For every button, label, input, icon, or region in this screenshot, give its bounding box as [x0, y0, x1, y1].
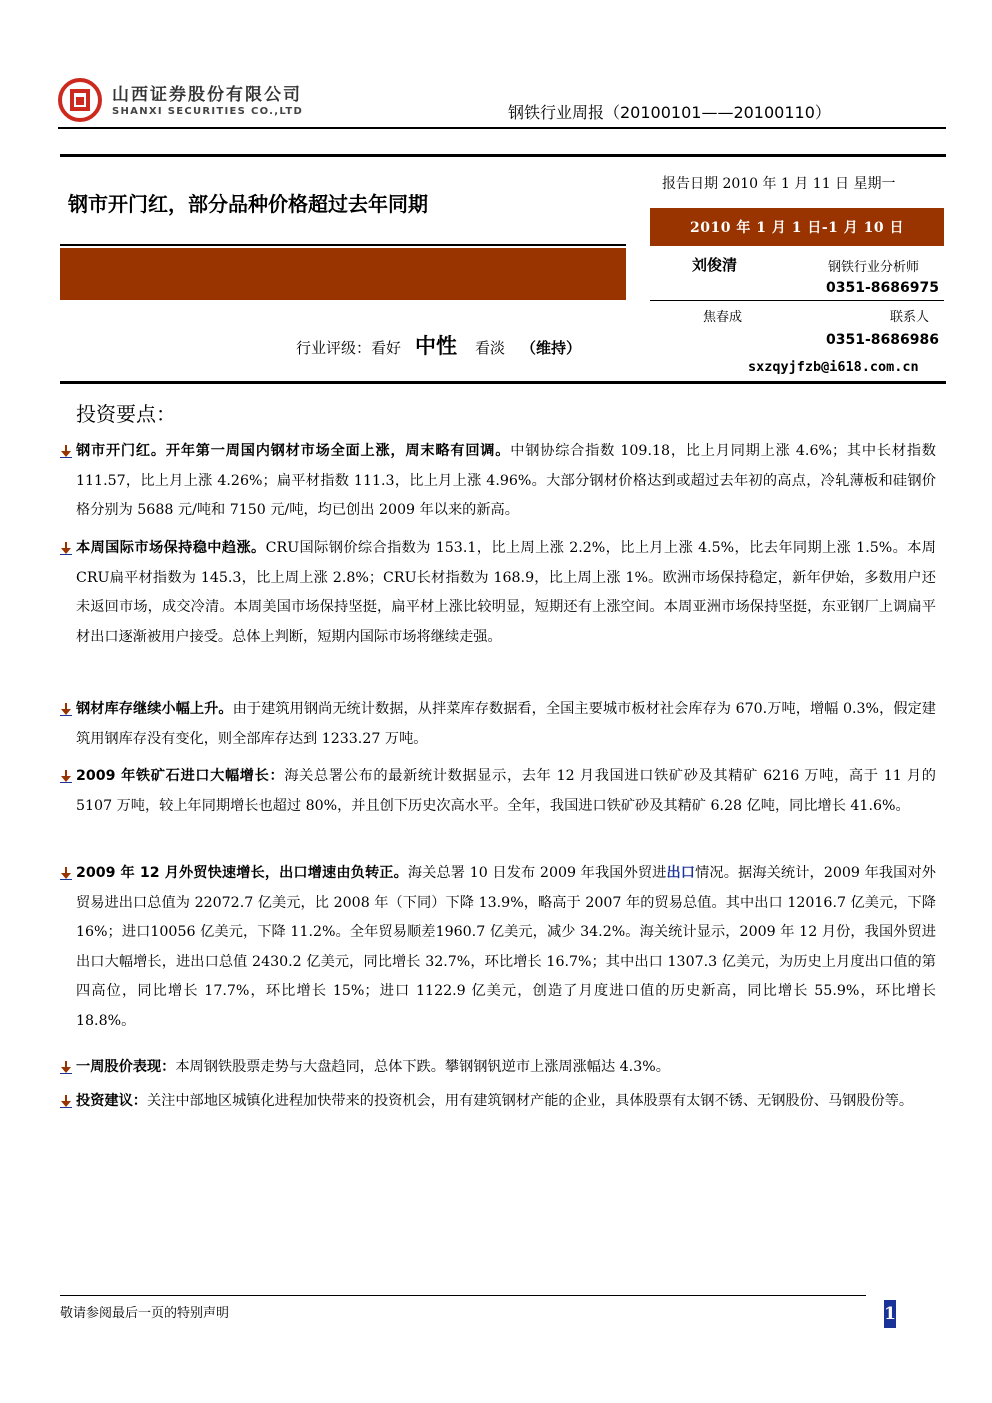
- analyst-phone: 0351-8686975: [826, 280, 939, 296]
- arrow-bullet-icon: [60, 445, 72, 458]
- key-point-lead: 钢材库存继续小幅上升。: [76, 701, 233, 717]
- contact-phone: 0351-8686986: [826, 332, 939, 348]
- report-date: 报告日期 2010 年 1 月 11 日 星期一: [662, 176, 896, 192]
- key-point-lead: 一周股价表现：: [76, 1059, 176, 1075]
- key-point-body: 关注中部地区城镇化进程加快带来的投资机会，用有建筑钢材产能的企业，具体股票有太钢不锈、无钢股份、马钢股份等。: [146, 1093, 914, 1109]
- footer-disclaimer-note: 敬请参阅最后一页的特别声明: [60, 1306, 230, 1321]
- section-divider: [60, 381, 946, 384]
- key-point-body: CRU国际钢价综合指数为 153.1，比上周上涨 2.2%，比上月上涨 4.5%，比去年同期上涨 1.5%。本周CRU扁平材指数为 145.3，比上周上涨 2.8%；CRU长材指数为 168.9，比上周上涨 1%。欧洲市场保持稳定，新年伊始，多数用户还未返回市场，成交冷清。本周美国市场保持坚挺，扁平材上涨比较明显，短期还有上涨空间。本周亚洲市场保持坚挺，东亚钢厂上调扁平材出口逐渐被用户接受。总体上判断，短期内国际市场将继续走强。: [76, 540, 936, 645]
- contact-name: 焦春成: [703, 310, 743, 325]
- export-link[interactable]: 出口: [666, 865, 696, 881]
- key-point: [76, 437, 936, 526]
- key-point-body: 本周钢铁股票走势与大盘趋同，总体下跌。攀钢钢钒逆市上涨周涨幅达 4.3%。: [175, 1059, 670, 1075]
- arrow-bullet-icon: [60, 770, 72, 783]
- key-point-lead: 2009 年铁矿石进口大幅增长：: [76, 768, 285, 784]
- industry-rating: [296, 330, 581, 360]
- key-point-body: 海关总署 10 日发布 2009 年我国外贸进: [407, 865, 667, 881]
- contact-role: 联系人: [890, 310, 930, 325]
- key-point-body: 情况。据海关统计，2009 年我国对外贸易进出口总值为 22072.7 亿美元，比 2008 年（下同）下降 13.9%，略高于 2007 年的贸易总值。其中出口 12016.7 亿美元，下降 16%；进口10056 亿美元，下降 11.2%。全年贸易顺差1960.7 亿美元，减少 34.2%。海关统计显示，2009 年 12 月份，我国外贸进出口大幅增长，进出口总值 2430.2 亿美元，同比增长 32.7%，环比增长 16.7%；其中出口 1307.3 亿美元，为历史上月度出口值的第四高位，同比增长 17.7%，环比增长 15%；进口 1122.9 亿美元，创造了月度进口值的历史新高，同比增长 55.9%，环比增长 18.8%。: [76, 865, 936, 1029]
- rating-label: 行业评级：看好: [296, 339, 402, 357]
- title-bottom-rule: [60, 244, 626, 246]
- key-point: [76, 1053, 936, 1083]
- rating-status: （维持）: [521, 339, 582, 357]
- header-divider: [58, 127, 946, 129]
- page-number: 1: [884, 1300, 896, 1328]
- analyst-divider: [650, 300, 944, 301]
- company-name-en: SHANXI SECURITIES CO.,LTD: [112, 106, 304, 117]
- title-top-rule: [60, 154, 946, 157]
- contact-email[interactable]: sxzqyjfzb@i618.com.cn: [748, 359, 919, 375]
- key-point-body: 海关总署公布的最新统计数据显示，去年 12 月我国进口铁矿砂及其精矿 6216 万吨，高于 11 月的 5107 万吨，较上年同期增长也超过 80%，并且创下历史次高水平。全年，我国进口铁矿砂及其精矿 6.28 亿吨，同比增长 41.6%。: [76, 768, 936, 814]
- company-logo: [58, 78, 102, 122]
- section-title: 投资要点：: [76, 402, 176, 426]
- rating-option-bearish: 看淡: [475, 339, 506, 357]
- key-point-lead: 本周国际市场保持稳中趋涨。: [76, 540, 266, 556]
- report-type: 钢铁行业周报（20100101——20100110）: [508, 103, 831, 122]
- summary-band: [60, 248, 626, 300]
- key-point: [76, 534, 936, 652]
- footer-divider: [60, 1295, 866, 1296]
- key-point-body: 中钢协综合指数 109.18，比上月同期上涨 4.6%；其中长材指数 111.57，比上月上涨 4.26%；扁平材指数 111.3，比上月上涨 4.96%。大部分钢材价格达到或超过去年初的高点，冷轧薄板和硅钢价格分别为 5688 元/吨和 7150 元/吨，均已创出 2009 年以来的新高。: [76, 443, 936, 519]
- key-point-lead: 钢市开门红。开年第一周国内钢材市场全面上涨，周末略有回调。: [76, 443, 511, 459]
- arrow-bullet-icon: [60, 703, 72, 716]
- page-title: 钢市开门红，部分品种价格超过去年同期: [68, 192, 428, 216]
- arrow-bullet-icon: [60, 1061, 72, 1074]
- date-range-badge: 2010 年 1 月 1 日-1 月 10 日: [650, 208, 944, 246]
- arrow-bullet-icon: [60, 542, 72, 555]
- key-point-lead: 2009 年 12 月外贸快速增长，出口增速由负转正。: [76, 865, 408, 881]
- rating-current: 中性: [415, 334, 458, 358]
- analyst-name: 刘俊清: [692, 256, 738, 274]
- arrow-bullet-icon: [60, 867, 72, 880]
- key-point: [76, 762, 936, 821]
- arrow-bullet-icon: [60, 1095, 72, 1108]
- key-point: [76, 859, 936, 1037]
- key-point: [76, 695, 936, 754]
- company-name-cn: 山西证券股份有限公司: [112, 85, 302, 105]
- key-point-lead: 投资建议：: [76, 1093, 147, 1109]
- analyst-title: 钢铁行业分析师: [828, 260, 920, 275]
- key-point: [76, 1087, 936, 1117]
- key-point-body: 由于建筑用钢尚无统计数据，从拌菜库存数据看，全国主要城市板材社会库存为 670.万吨，增幅 0.3%，假定建筑用钢库存没有变化，则全部库存达到 1233.27 万吨。: [76, 701, 936, 747]
